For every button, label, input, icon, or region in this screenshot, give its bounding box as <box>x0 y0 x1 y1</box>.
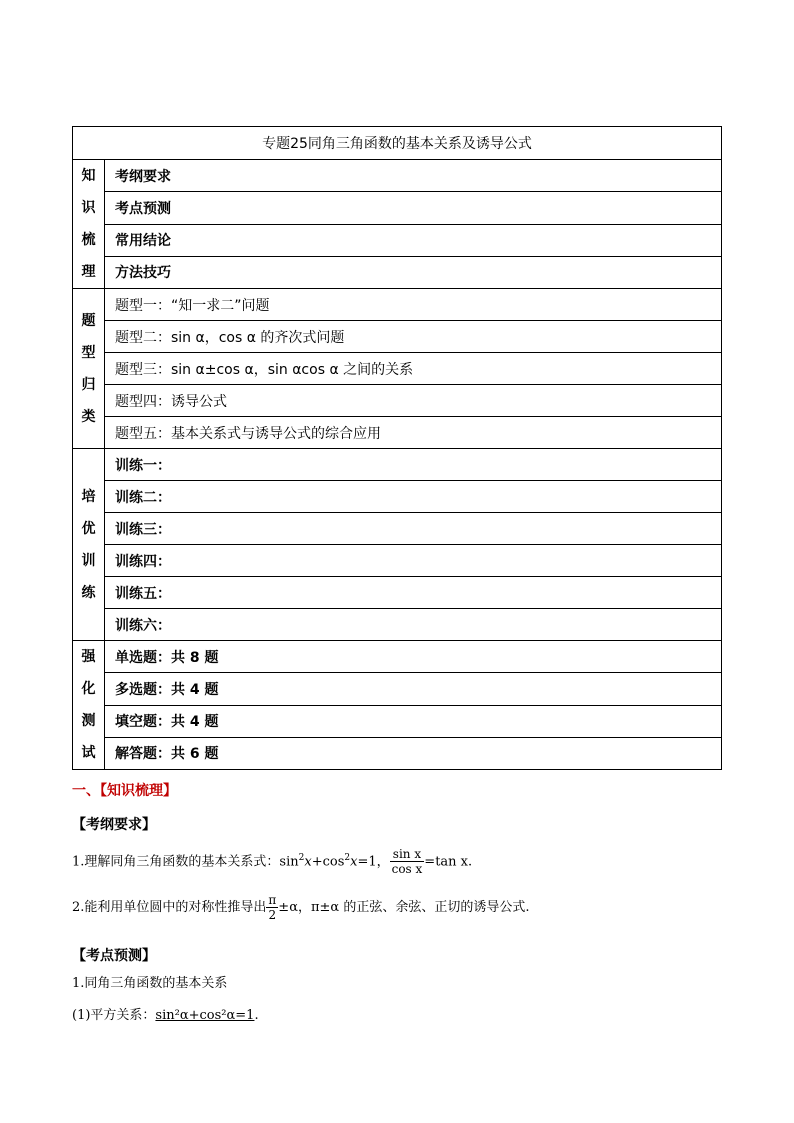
toc-item: 题型四：诱导公式 <box>105 385 722 417</box>
toc-category-char: 归 <box>81 376 96 393</box>
toc-item: 训练六： <box>105 609 722 641</box>
toc-item: 题型二：sin α，cos α 的齐次式问题 <box>105 321 722 353</box>
document-title: 专题25同角三角函数的基本关系及诱导公式 <box>73 127 722 160</box>
toc-category-char: 题 <box>81 312 96 329</box>
toc-category-char: 测 <box>81 713 96 729</box>
toc-item: 题型五：基本关系式与诱导公式的综合应用 <box>105 417 722 449</box>
syllabus-item-2: 2.能利用单位圆中的对称性推导出 $\frac{\pi}{2}$ ±α，π±α 的正弦、余弦、正切的诱导公式. <box>72 893 530 922</box>
toc-item: 多选题：共 4 题 <box>105 673 722 705</box>
toc-category <box>73 160 105 289</box>
toc-category-char: 练 <box>81 584 96 601</box>
toc-category-char: 优 <box>81 520 96 537</box>
toc-item: 题型三：sin α±cos α，sin αcos α 之间的关系 <box>105 353 722 385</box>
toc-category-char: 强 <box>81 649 96 665</box>
toc-category-char: 训 <box>81 552 96 569</box>
toc-category-char: 化 <box>81 681 96 697</box>
toc-item: 解答题：共 6 题 <box>105 737 722 769</box>
toc-category <box>73 641 105 770</box>
toc-category-char: 梳 <box>81 232 96 248</box>
contents-table <box>72 126 722 770</box>
toc-item: 单选题：共 8 题 <box>105 641 722 673</box>
toc-item: 训练四： <box>105 545 722 577</box>
toc-category-char: 识 <box>81 200 96 216</box>
section-heading-knowledge: 一、【知识梳理】 <box>72 783 177 799</box>
toc-item: 考纲要求 <box>105 160 722 192</box>
toc-item: 方法技巧 <box>105 256 722 288</box>
toc-category-char: 类 <box>81 408 96 425</box>
heading-syllabus: 【考纲要求】 <box>72 817 156 833</box>
heading-forecast: 【考点预测】 <box>72 948 156 964</box>
toc-category-char: 型 <box>81 344 96 361</box>
toc-item: 常用结论 <box>105 224 722 256</box>
toc-item: 训练三： <box>105 513 722 545</box>
forecast-item-1: 1.同角三角函数的基本关系 <box>72 976 228 991</box>
toc-item: 训练二： <box>105 481 722 513</box>
toc-item: 训练五： <box>105 577 722 609</box>
toc-category <box>73 449 105 641</box>
toc-category-char: 试 <box>81 745 96 761</box>
toc-category-char: 理 <box>81 264 96 280</box>
toc-item: 训练一： <box>105 449 722 481</box>
toc-item: 填空题：共 4 题 <box>105 705 722 737</box>
syllabus-item-1: 1.理解同角三角函数的基本关系式：$\sin^2x+\cos^2x=1$， $\frac{\text{sin x}}{\text{cos x}}$ =tan x. <box>72 847 473 877</box>
forecast-item-2: (1)平方关系：sin²α+cos²α=1. <box>72 1008 259 1023</box>
toc-item: 考点预测 <box>105 192 722 224</box>
toc-item: 题型一：“知一求二”问题 <box>105 289 722 321</box>
fraction-sin-over-cos: $\frac{\text{sin x}}{\text{cos x}}$ <box>391 847 423 877</box>
toc-category-char: 知 <box>81 168 96 184</box>
toc-category-char: 培 <box>81 488 96 505</box>
toc-category <box>73 289 105 449</box>
fraction-pi-over-2: $\frac{\pi}{2}$ <box>268 893 277 922</box>
